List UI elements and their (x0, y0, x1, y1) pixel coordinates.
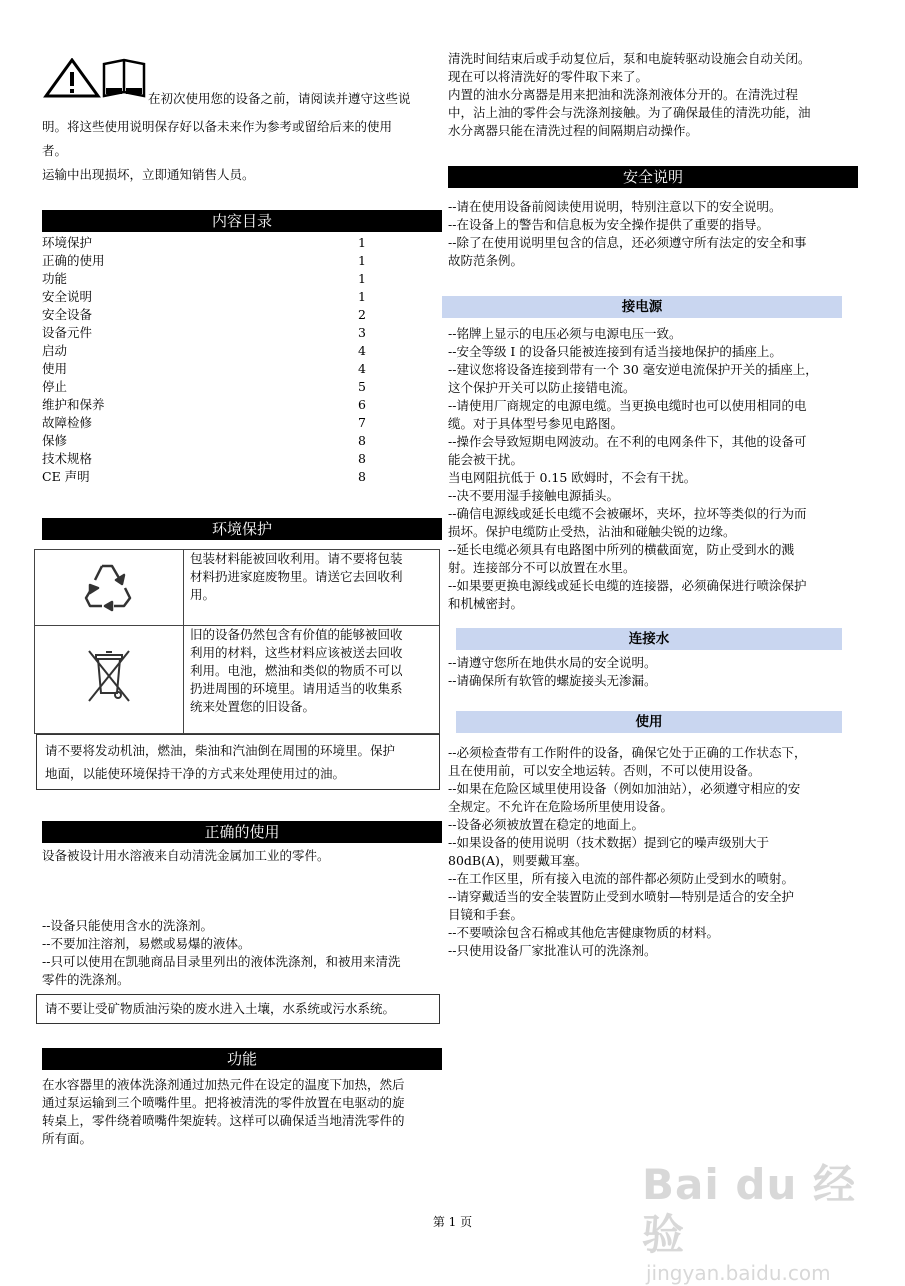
proper-use-line: --不要加注溶剂，易燃或易爆的液体。 (42, 936, 251, 951)
usage-line: --在工作区里，所有接入电流的部件都必须防止受到水的喷射。 (448, 871, 794, 886)
proper-use-intro: 设备被设计用水溶液来自动清洗金属加工业的零件。 (42, 848, 330, 863)
usage-line: --必须检查带有工作附件的设备，确保它处于正确的工作状态下， (448, 745, 807, 760)
toc-row (42, 414, 442, 432)
function-cont-line: 现在可以将清洗好的零件取下来了。 (448, 69, 649, 84)
page-footer: 第 1 页 (432, 1215, 473, 1229)
water-list (448, 654, 858, 690)
recycle-line: 用。 (190, 587, 216, 602)
toc-label: 技术规格 (42, 451, 93, 466)
proper-use-line: 零件的洗涤剂。 (42, 972, 130, 987)
function-cont-line: 水分离器只能在清洗过程的间隔期启动操作。 (448, 123, 699, 138)
toc-row (42, 468, 442, 486)
water-pollution-notice: 请不要让受矿物质油污染的废水进入土壤，水系统或污水系统。 (36, 994, 440, 1024)
toc-row (42, 270, 442, 288)
toc-label: 故障检修 (42, 415, 93, 430)
power-line: 当电网阻抗低于 0.15 欧姆时，不会有干扰。 (448, 470, 697, 485)
toc-page: 1 (358, 271, 366, 286)
warning-and-manual-icons (42, 58, 146, 98)
safety-list (448, 198, 858, 270)
recycle-icon-cell (35, 550, 184, 626)
proper-use-list (42, 917, 442, 989)
intro-line-3: 者。 (42, 143, 68, 158)
toc-row (42, 360, 442, 378)
watermark-logo: Bai du 经验 (642, 1160, 856, 1259)
toc-label: 功能 (42, 271, 68, 286)
toc-page: 8 (358, 433, 366, 448)
warning-triangle-icon (46, 60, 98, 96)
toc-row (42, 342, 442, 360)
toc-page: 8 (358, 451, 366, 466)
oil-notice-line: 地面，以能使环境保持干净的方式来处理使用过的油。 (45, 766, 346, 781)
function-line: 通过泵运输到三个喷嘴件里。把将被清洗的零件放置在电驱动的旋 (42, 1095, 405, 1110)
water-line: --请确保所有软管的螺旋接头无渗漏。 (448, 673, 657, 688)
usage-list (448, 744, 858, 960)
power-line: 能会被干扰。 (448, 452, 524, 467)
usage-line: --设备必须被放置在稳定的地面上。 (448, 817, 644, 832)
power-line: --建议您将设备连接到带有一个 30 毫安逆电流保护开关的插座上， (448, 362, 818, 377)
baidu-watermark (642, 1160, 872, 1285)
toc-label: 保修 (42, 433, 68, 448)
toc-page: 4 (358, 343, 366, 358)
power-title: 接电源 (442, 296, 842, 318)
usage-line: 全规定。不允许在危险场所里使用设备。 (448, 799, 674, 814)
toc-label: 安全说明 (42, 289, 93, 304)
toc-title: 内容目录 (42, 210, 442, 232)
function-line: 所有面。 (42, 1131, 93, 1146)
toc-page: 1 (358, 289, 366, 304)
weee-line: 扔进周围的环境里。请用适当的收集系 (190, 681, 403, 696)
usage-line: 80dB(A)，则要戴耳塞。 (448, 853, 588, 868)
power-line: --操作会导致短期电网波动。在不利的电网条件下，其他的设备可 (448, 434, 807, 449)
usage-line: --如果设备的使用说明（技术数据）提到它的噪声级别大于 (448, 835, 769, 850)
power-line: 和机械密封。 (448, 596, 524, 611)
power-line: 损坏。保护电缆防止受热，沾油和碰触尖锐的边缘。 (448, 524, 736, 539)
env-title: 环境保护 (42, 518, 442, 540)
weee-icon-cell (35, 626, 184, 734)
water-line: --请遵守您所在地供水局的安全说明。 (448, 655, 657, 670)
usage-title: 使用 (456, 711, 842, 733)
toc-row (42, 252, 442, 270)
function-title: 功能 (42, 1048, 442, 1070)
toc-page: 1 (358, 235, 366, 250)
toc-list (42, 234, 442, 486)
safety-title: 安全说明 (448, 166, 858, 188)
env-table (34, 549, 440, 734)
function-line: 转桌上，零件绕着喷嘴件架旋转。这样可以确保适当地清洗零件的 (42, 1113, 405, 1128)
power-list (448, 325, 858, 613)
recycle-icon (82, 558, 136, 612)
safety-line: 故防范条例。 (448, 253, 524, 268)
safety-line: --请在使用设备前阅读使用说明，特别注意以下的安全说明。 (448, 199, 782, 214)
toc-label: 安全设备 (42, 307, 93, 322)
weee-line: 旧的设备仍然包含有价值的能够被回收 (190, 627, 403, 642)
power-line: 缆。对于具体型号参见电路图。 (448, 416, 624, 431)
recycle-text (184, 550, 440, 626)
usage-line: 且在使用前，可以安全地运转。否则，不可以使用设备。 (448, 763, 761, 778)
safety-line: --在设备上的警告和信息板为安全操作提供了重要的指导。 (448, 217, 769, 232)
recycle-line: 材料扔进家庭废物里。请送它去回收利 (190, 569, 403, 584)
function-text (42, 1076, 442, 1148)
usage-line: --只使用设备厂家批准认可的洗涤剂。 (448, 943, 657, 958)
toc-page: 4 (358, 361, 366, 376)
oil-notice (36, 734, 440, 790)
toc-row (42, 432, 442, 450)
open-book-icon (104, 60, 144, 96)
toc-page: 2 (358, 307, 366, 322)
toc-row (42, 234, 442, 252)
toc-page: 8 (358, 469, 366, 484)
toc-page: 3 (358, 325, 366, 340)
function-cont-line: 清洗时间结束后或手动复位后，泵和电旋转驱动设施会自动关闭。 (448, 51, 811, 66)
toc-row (42, 324, 442, 342)
usage-line: --请穿戴适当的安全装置防止受到水喷射—特别是适合的安全护 (448, 889, 794, 904)
power-line: --如果要更换电源线或延长电缆的连接器，必须确保进行喷涂保护 (448, 578, 807, 593)
usage-line: 目镜和手套。 (448, 907, 524, 922)
weee-line: 利用的材料，这些材料应该被送去回收 (190, 645, 403, 660)
oil-notice-line: 请不要将发动机油，燃油，柴油和汽油倒在周围的环境里。保护 (45, 743, 396, 758)
proper-use-title: 正确的使用 (42, 821, 442, 843)
toc-label: 停止 (42, 379, 68, 394)
usage-line: --如果在危险区域里使用设备（例如加油站），必须遵守相应的安 (448, 781, 801, 796)
intro-line-1: 在初次使用您的设备之前，请阅读并遵守这些说 (148, 91, 411, 106)
power-line: --请使用厂商规定的电源电缆。当更换电缆时也可以使用相同的电 (448, 398, 807, 413)
toc-label: 设备元件 (42, 325, 93, 340)
function-continued (448, 50, 858, 140)
proper-use-line: --设备只能使用含水的洗涤剂。 (42, 918, 213, 933)
toc-label: 维护和保养 (42, 397, 105, 412)
toc-row (42, 396, 442, 414)
power-line: --安全等级 I 的设备只能被连接到有适当接地保护的插座上。 (448, 344, 782, 359)
power-line: 这个保护开关可以防止接错电流。 (448, 380, 636, 395)
toc-page: 7 (358, 415, 366, 430)
toc-row (42, 378, 442, 396)
toc-row (42, 288, 442, 306)
usage-line: --不要喷涂包含石棉或其他危害健康物质的材料。 (448, 925, 719, 940)
toc-label: 正确的使用 (42, 253, 105, 268)
function-cont-line: 中，沾上油的零件会与洗涤剂接触。为了确保最佳的清洗功能，油 (448, 105, 811, 120)
function-line: 在水容器里的液体洗涤剂通过加热元件在设定的温度下加热，然后 (42, 1077, 405, 1092)
transport-notice: 运输中出现损坏，立即通知销售人员。 (42, 167, 255, 182)
toc-label: CE 声明 (42, 469, 90, 484)
power-line: --铭牌上显示的电压必须与电源电压一致。 (448, 326, 682, 341)
weee-line: 统来处置您的旧设备。 (190, 699, 316, 714)
proper-use-line: --只可以使用在凯驰商品目录里列出的液体洗涤剂，和被用来清洗 (42, 954, 401, 969)
intro-line-2: 明。将这些使用说明保存好以备未来作为参考或留给后来的使用 (42, 119, 393, 134)
toc-page: 6 (358, 397, 366, 412)
toc-label: 环境保护 (42, 235, 93, 250)
power-line: --决不要用湿手接触电源插头。 (448, 488, 619, 503)
watermark-url: jingyan.baidu.com (646, 1261, 831, 1285)
crossed-out-bin-icon (84, 647, 134, 707)
toc-row (42, 450, 442, 468)
weee-text (184, 626, 440, 734)
power-line: --确信电源线或延长电缆不会被碾坏，夹坏，拉坏等类似的行为而 (448, 506, 807, 521)
power-line: 射。连接部分不可以放置在水里。 (448, 560, 636, 575)
safety-line: --除了在使用说明里包含的信息，还必须遵守所有法定的安全和事 (448, 235, 807, 250)
function-cont-line: 内置的油水分离器是用来把油和洗涤剂液体分开的。在清洗过程 (448, 87, 799, 102)
recycle-line: 包装材料能被回收利用。请不要将包装 (190, 551, 403, 566)
weee-line: 利用。电池，燃油和类似的物质不可以 (190, 663, 403, 678)
toc-page: 5 (358, 379, 366, 394)
power-line: --延长电缆必须具有电路图中所列的横截面宽，防止受到水的溅 (448, 542, 794, 557)
toc-row (42, 306, 442, 324)
toc-page: 1 (358, 253, 366, 268)
toc-label: 使用 (42, 361, 68, 376)
toc-label: 启动 (42, 343, 68, 358)
water-title: 连接水 (456, 628, 842, 650)
